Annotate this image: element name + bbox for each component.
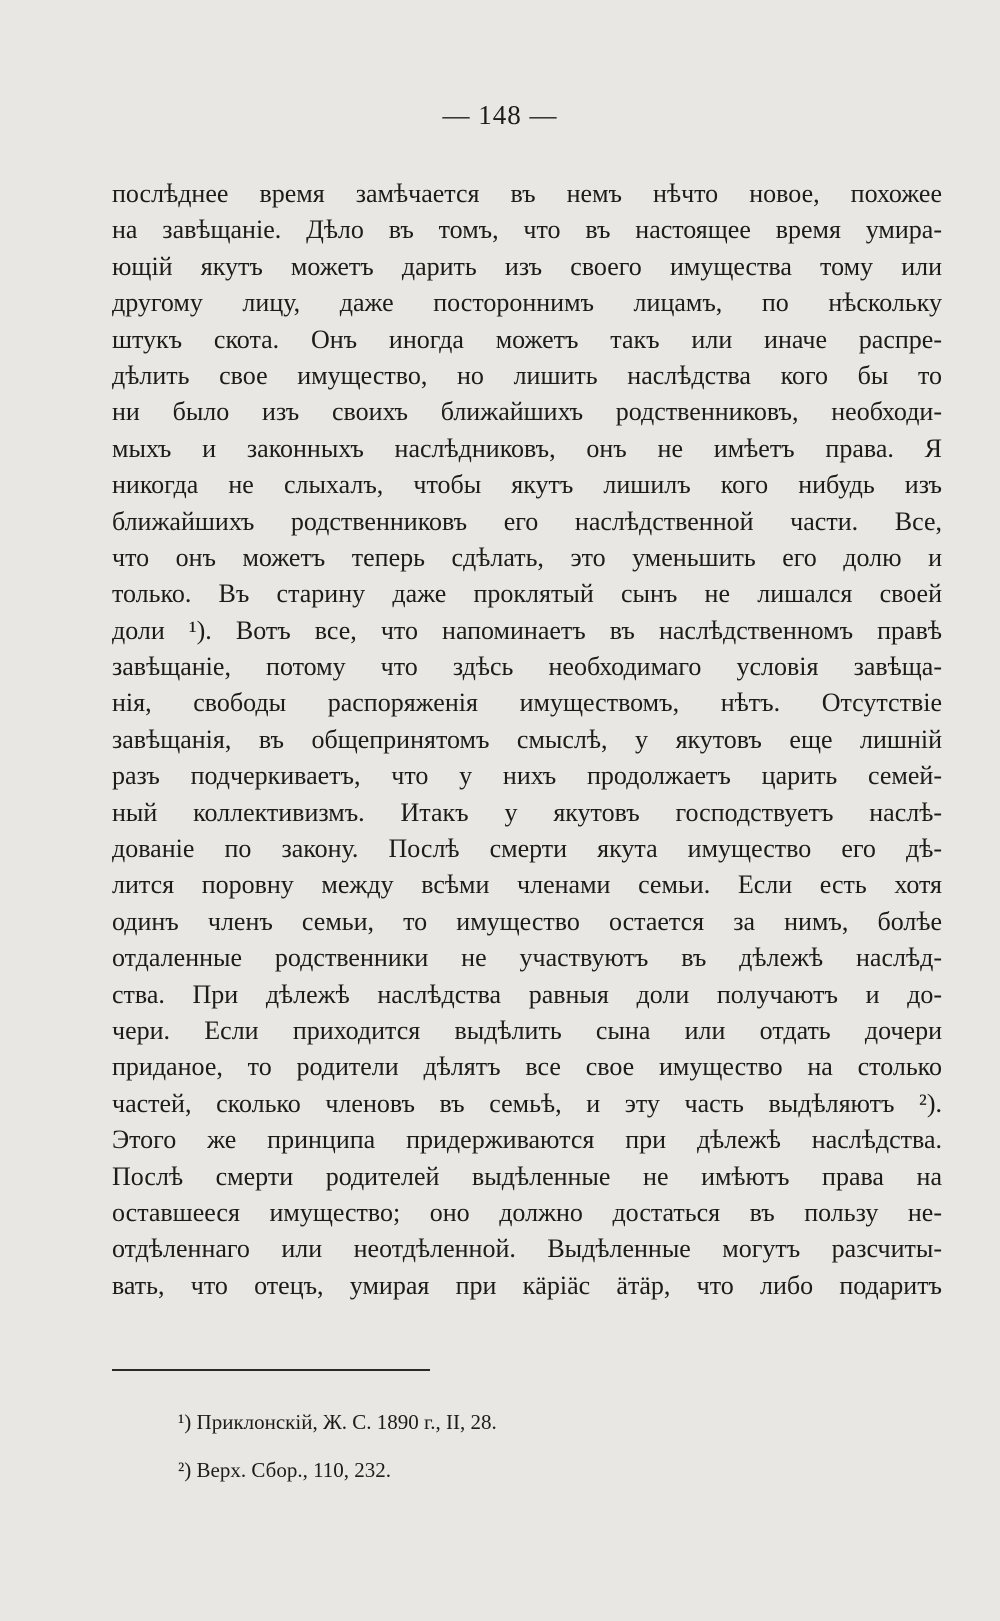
footnote-divider [112,1369,430,1371]
text-line: завѣщанія, въ общепринятомъ смыслѣ, у якутовъ еще лишній [112,724,942,754]
text-line: ства. При дѣлежѣ наслѣдства равныя доли получаютъ и до- [112,979,942,1009]
text-line: ни было изъ своихъ ближайшихъ родственниковъ, необходи- [112,397,942,427]
text-line: дѣлить свое имущество, но лишить наслѣдства кого бы то [112,360,942,390]
text-line: ный коллективизмъ. Итакъ у якутовъ господствуетъ наслѣ- [112,797,942,827]
text-line: Послѣ смерти родителей выдѣленные не имѣютъ права на [112,1161,942,1191]
text-line: одинъ членъ семьи, то имущество остается за нимъ, болѣе [112,906,942,936]
text-line: чери. Если приходится выдѣлить сына или отдать дочери [112,1015,942,1045]
text-line: нія, свободы распоряженія имуществомъ, нѣтъ. Отсутствіе [112,688,942,718]
text-line: что онъ можетъ теперь сдѣлать, это уменьшить его долю и [112,542,942,572]
footnote-2: ²) Верх. Сбор., 110, 232. [178,1458,392,1482]
text-line: доли ¹). Вотъ все, что напоминаетъ въ наслѣдственномъ правѣ [112,615,942,645]
text-line: Этого же принципа придерживаются при дѣлежѣ наслѣдства. [112,1125,942,1155]
footnotes [178,1398,878,1494]
text-line: послѣднее время замѣчается въ немъ нѣчто новое, похожее [112,179,942,208]
text-line: разъ подчеркиваетъ, что у нихъ продолжаетъ царить семей- [112,761,942,791]
text-line: вать, что отецъ, умирая при кäріäс äтäр, что либо подаритъ [112,1270,942,1300]
text-line: завѣщаніе, потому что здѣсь необходимаго условія завѣща- [112,652,942,682]
text-line: ближайшихъ родственниковъ его наслѣдственной части. Все, [112,506,942,536]
text-line: лится поровну между всѣми членами семьи. Если есть хотя [112,870,942,900]
page-number: — 148 — [442,100,558,130]
footnote-1: ¹) Приклонскій, Ж. С. 1890 г., II, 28. [178,1410,497,1434]
text-line: частей, сколько членовъ въ семьѣ, и эту часть выдѣляютъ ²). [112,1088,942,1118]
text-line: только. Въ старину даже проклятый сынъ не лишался своей [112,579,942,609]
text-line: дованіе по закону. Послѣ смерти якута имущество его дѣ- [112,834,942,864]
text-line: мыхъ и законныхъ наслѣдниковъ, онъ не имѣетъ права. Я [112,433,942,463]
text-line: приданое, то родители дѣлятъ все свое имущество на столько [112,1052,942,1082]
text-line: штукъ скота. Онъ иногда можетъ такъ или иначе распре- [112,324,942,354]
text-line: другому лицу, даже постороннимъ лицамъ, по нѣскольку [112,288,942,318]
text-line: ющій якутъ можетъ дарить изъ своего имущества тому или [112,251,942,281]
text-line: на завѣщаніе. Дѣло въ томъ, что въ настоящее время умира- [112,215,942,245]
text-line: оставшееся имущество; оно должно достаться въ пользу не- [112,1197,942,1227]
text-line: никогда не слыхалъ, чтобы якутъ лишилъ кого нибудь изъ [112,470,942,500]
body-text [112,176,942,1304]
text-line: отдѣленнаго или неотдѣленной. Выдѣленные могутъ разсчиты- [112,1234,942,1264]
text-line: отдаленные родственники не участвуютъ въ дѣлежѣ наслѣд- [112,943,942,973]
